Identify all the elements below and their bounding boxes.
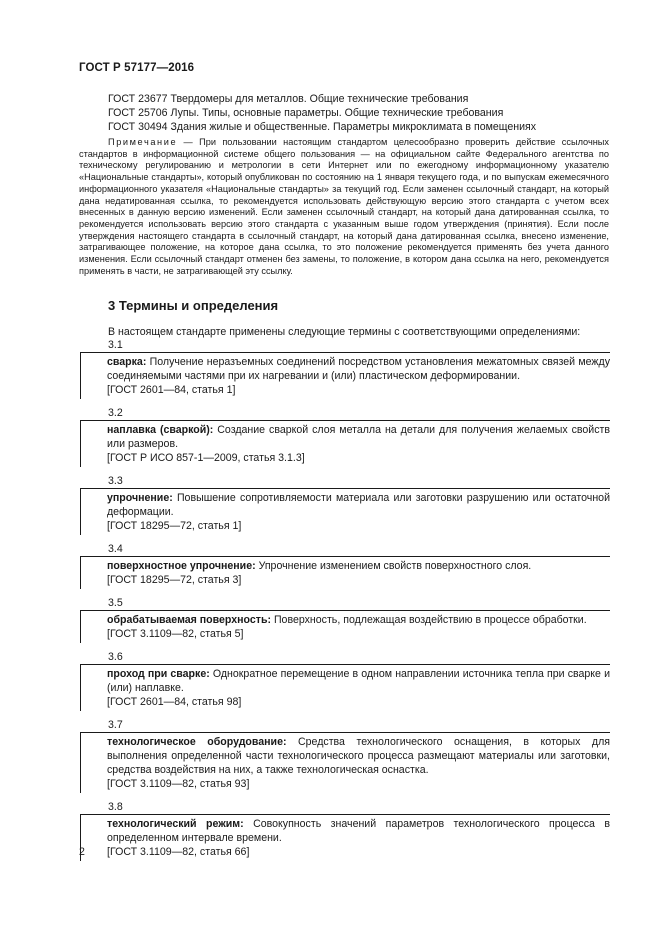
reference-item: ГОСТ 23677 Твердомеры для металлов. Общие технические требования: [108, 93, 469, 105]
term-number: 3.8: [108, 801, 123, 813]
terms-list: [80, 338, 610, 861]
term-definition-text: [107, 613, 610, 627]
term-name: технологический режим:: [107, 818, 244, 830]
reference-item: ГОСТ 25706 Лупы. Типы, основные параметры. Общие технические требования: [108, 107, 504, 119]
term-source: [ГОСТ Р ИСО 857-1—2009, статья 3.1.3]: [107, 452, 305, 464]
term-name: поверхностное упрочнение:: [107, 560, 256, 572]
term-entry: [80, 474, 610, 535]
term-box: [80, 664, 610, 711]
term-number: 3.7: [108, 719, 123, 731]
term-definition: Однократное перемещение в одном направлении источника тепла при сварке и (или) наплавке.: [107, 668, 610, 694]
term-definition-text: [107, 355, 610, 383]
term-entry: [80, 650, 610, 711]
section-intro: В настоящем стандарте применены следующие термины с соответствующими определениями:: [108, 326, 581, 338]
term-definition-text: [107, 491, 610, 519]
term-definition-text: [107, 423, 610, 451]
term-definition: Поверхность, подлежащая воздействию в процессе обработки.: [271, 614, 587, 626]
term-source: [ГОСТ 2601—84, статья 1]: [107, 384, 236, 396]
term-number: 3.6: [108, 651, 123, 663]
term-number: 3.2: [108, 407, 123, 419]
note-label: Примечание: [108, 137, 178, 147]
page-number: 2: [79, 846, 85, 858]
term-box: [80, 732, 610, 793]
term-definition-text: [107, 735, 610, 777]
normative-references-list: [108, 92, 628, 134]
term-entry: [80, 406, 610, 467]
term-definition-text: [107, 559, 610, 573]
term-source: [ГОСТ 2601—84, статья 98]: [107, 696, 242, 708]
term-box: [80, 610, 610, 643]
term-box: [80, 420, 610, 467]
term-entry: [80, 800, 610, 861]
term-name: проход при сварке:: [107, 668, 210, 680]
section-title: 3 Термины и определения: [108, 298, 279, 313]
document-header: ГОСТ Р 57177—2016: [79, 62, 195, 74]
reference-item: ГОСТ 30494 Здания жилые и общественные. Параметры микроклимата в помещениях: [108, 121, 537, 133]
term-name: упрочнение:: [107, 492, 173, 504]
term-source: [ГОСТ 18295—72, статья 1]: [107, 520, 242, 532]
term-name: обрабатываемая поверхность:: [107, 614, 271, 626]
term-entry: [80, 596, 610, 643]
term-box: [80, 814, 610, 861]
term-number: 3.5: [108, 597, 123, 609]
note-paragraph: [79, 137, 609, 277]
term-entry: [80, 542, 610, 589]
term-definition: Совокупность значений параметров технологического процесса в определенном интервале времени.: [107, 818, 610, 844]
term-name: сварка:: [107, 356, 147, 368]
term-definition: Получение неразъемных соединений посредством установления межатомных связей между соединяемыми частями при их нагревании и (или) пластическом деформировании.: [107, 356, 610, 382]
note-text: — При пользовании настоящим стандартом целесообразно проверить действие ссылочных стандартов в информационной системе общего пользования — на официальном сайте Федерального агентства по техническому регулированию и метрологии в сети Интернет или по ежегодному информационному указателю «Национальные стандарты», который опубликован по состоянию на 1 января текущего года, и по выпускам ежемесячного информационного указателя «Национальные стандарты» за текущий год. Если заменен ссылочный стандарт, на который дана недатированная ссылка, то рекомендуется использовать действующую версию этого стандарта с учетом всех внесенных в данную версию изменений. Если заменен ссылочный стандарт, на который дана датированная ссылка, то рекомендуется использовать версию этого стандарта с указанным выше годом утверждения (принятия). Если после утверждения настоящего стандарта в ссылочный стандарт, на который дана датированная ссылка, внесено изменение, затрагивающее положение, на которое дана ссылка, то это положение рекомендуется применять без учета данного изменения. Если ссылочный стандарт отменен без замены, то положение, в котором дана ссылка на него, рекомендуется применять в части, не затрагивающей эту ссылку.: [79, 137, 609, 276]
term-number: 3.4: [108, 543, 123, 555]
term-name: наплавка (сваркой):: [107, 424, 214, 436]
term-box: [80, 556, 610, 589]
term-entry: [80, 338, 610, 399]
term-entry: [80, 718, 610, 793]
term-definition-text: [107, 817, 610, 845]
term-name: технологическое оборудование:: [107, 736, 287, 748]
term-number: 3.3: [108, 475, 123, 487]
term-source: [ГОСТ 3.1109—82, статья 66]: [107, 846, 250, 858]
term-definition: Повышение сопротивляемости материала или заготовки разрушению или остаточной деформации.: [107, 492, 610, 518]
term-definition: Упрочнение изменением свойств поверхностного слоя.: [255, 560, 532, 572]
term-source: [ГОСТ 18295—72, статья 3]: [107, 574, 242, 586]
term-box: [80, 488, 610, 535]
term-source: [ГОСТ 3.1109—82, статья 93]: [107, 778, 250, 790]
term-number: 3.1: [108, 339, 123, 351]
term-definition: Создание сваркой слоя металла на детали для получения желаемых свойств или размеров.: [107, 424, 610, 450]
term-source: [ГОСТ 3.1109—82, статья 5]: [107, 628, 244, 640]
term-definition-text: [107, 667, 610, 695]
term-box: [80, 352, 610, 399]
term-definition: Средства технологического оснащения, в которых для выполнения определенной части технологического процесса размещают материалы или заготовки, средства воздействия на них, а также технологическая оснастка.: [107, 736, 611, 776]
